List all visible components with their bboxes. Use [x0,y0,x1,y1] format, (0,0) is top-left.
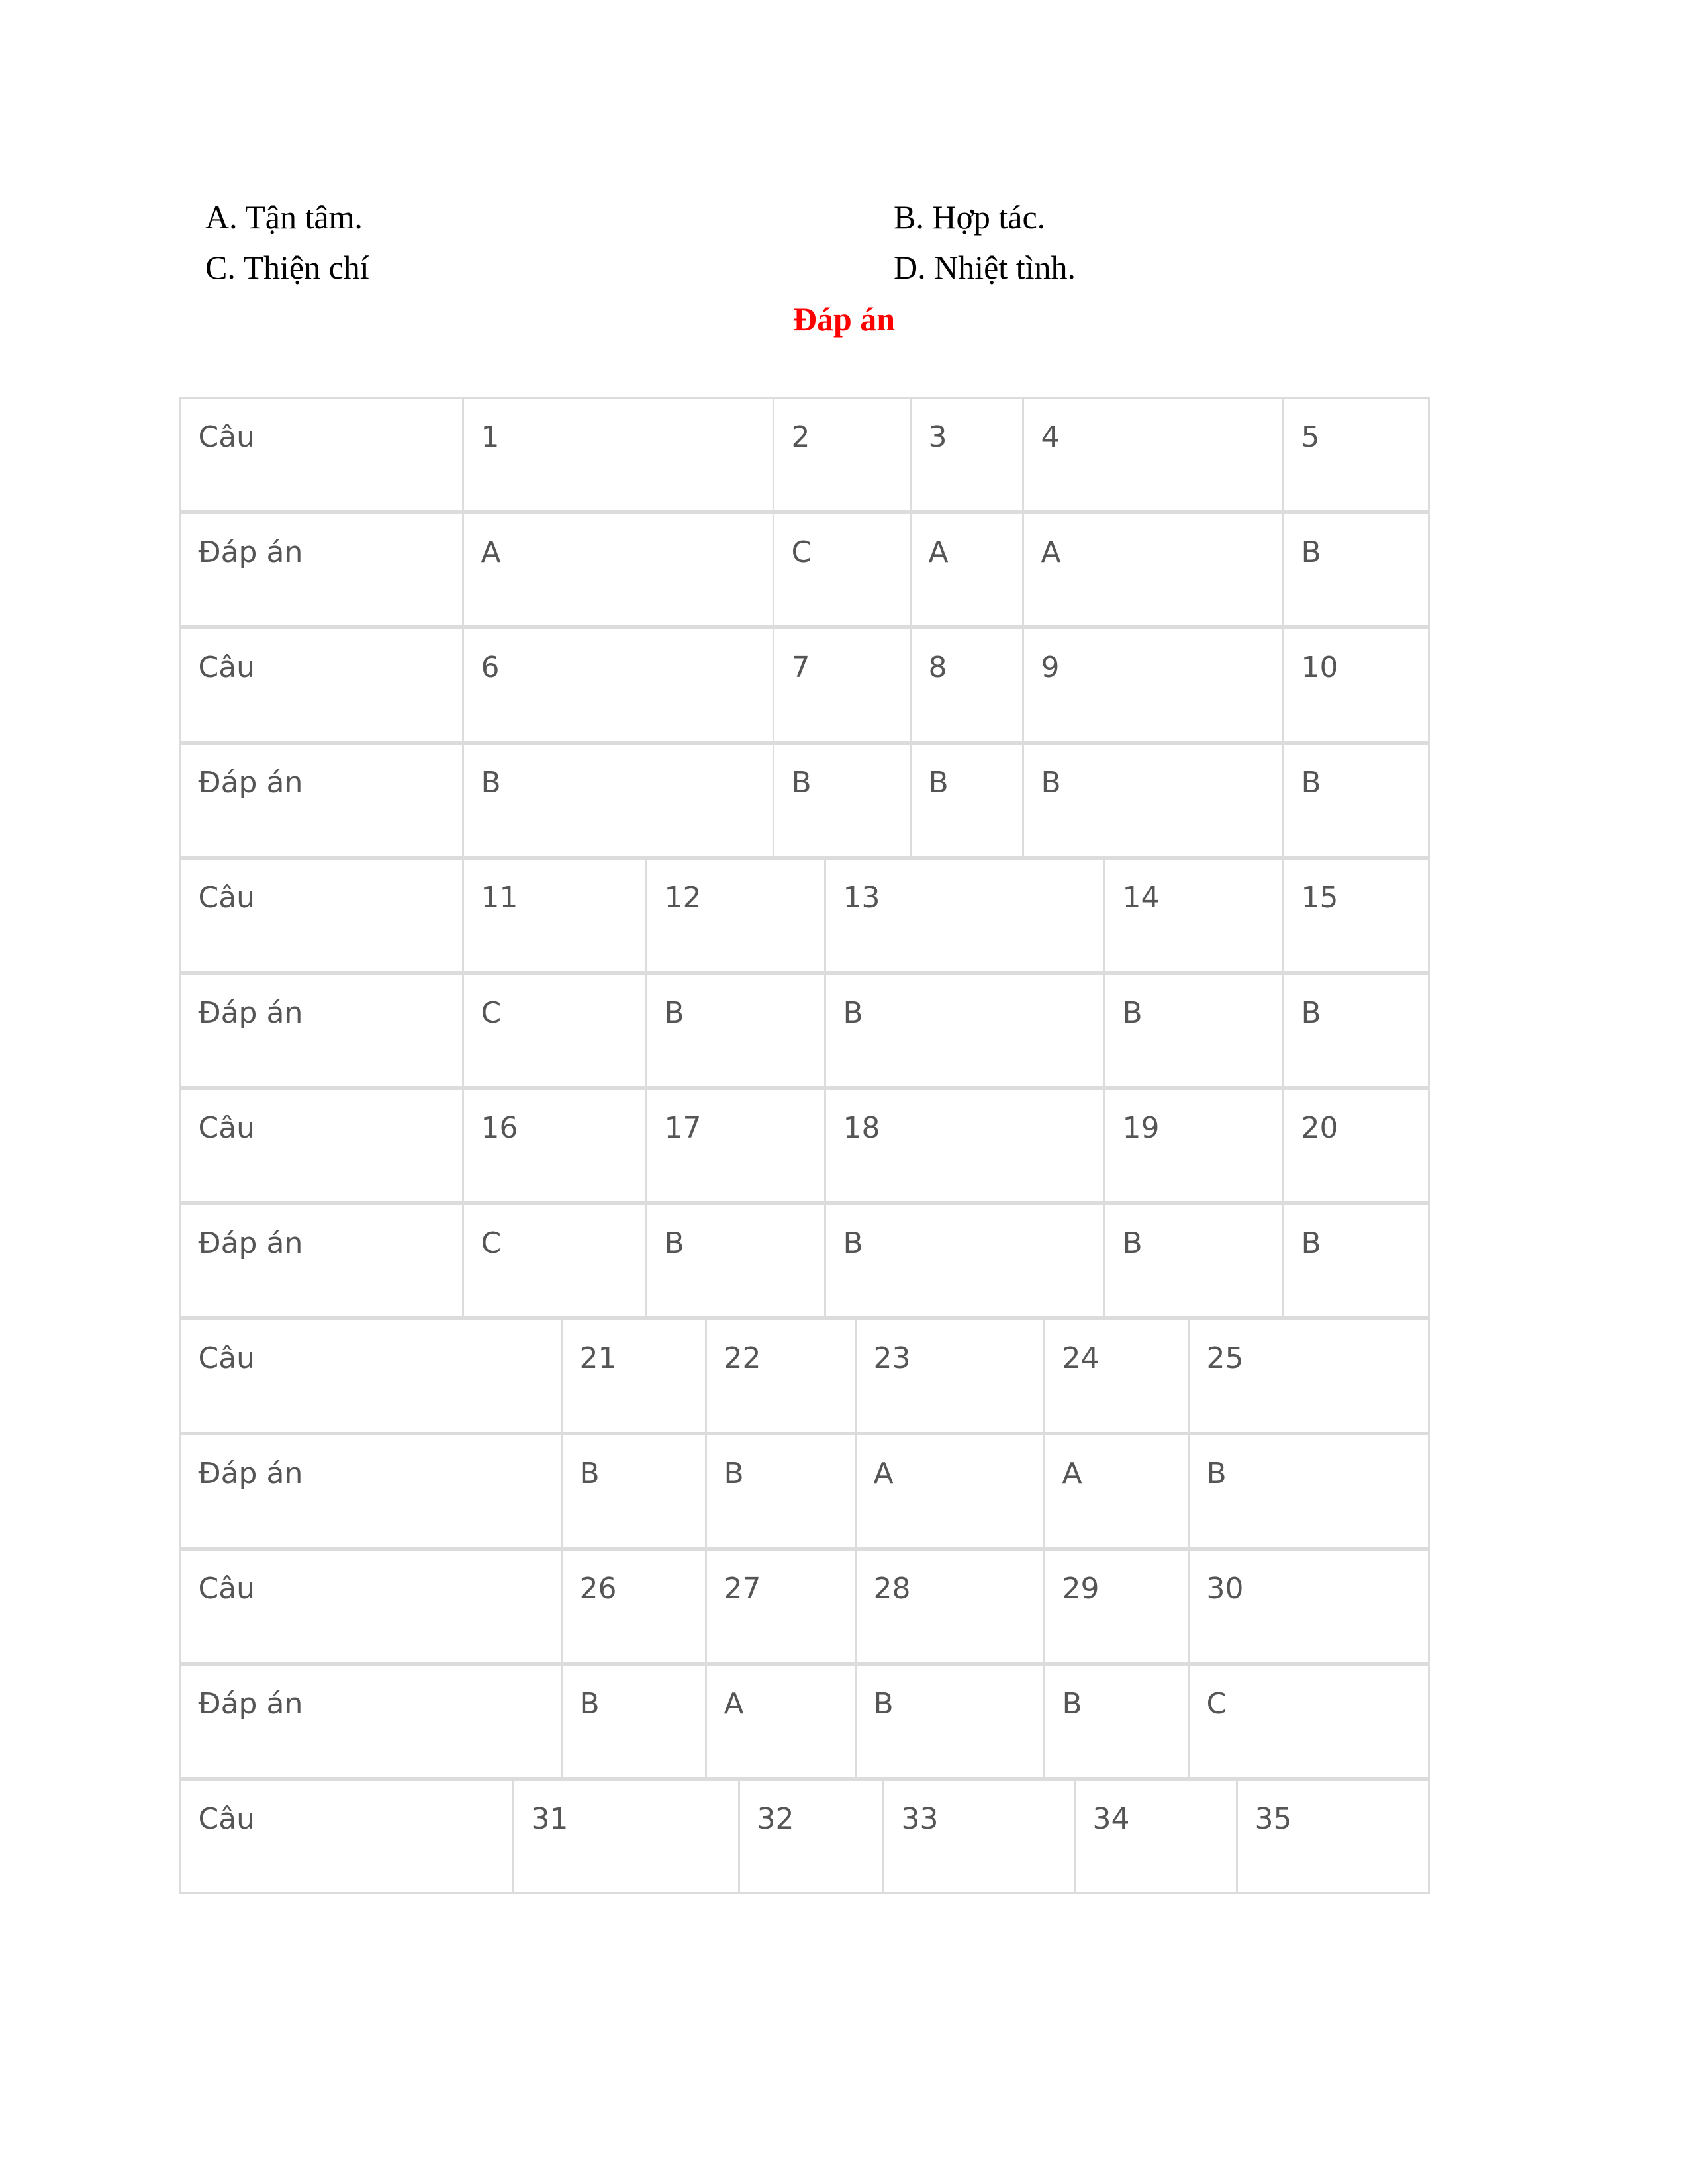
row-header-cell: Đáp án [179,1433,563,1549]
row-header-cell: Câu [179,1779,514,1894]
table-cell: 6 [462,627,774,743]
table-cell: 13 [824,858,1105,973]
table-cell: 16 [462,1088,647,1203]
table-cell: 4 [1022,397,1284,512]
table-cell: 26 [561,1549,707,1664]
option-b: B. Hợp tác. [894,199,1046,236]
row-header-cell: Đáp án [179,1203,464,1318]
row-header-cell: Câu [179,1549,563,1664]
table-cell: 17 [645,1088,826,1203]
table-cell: B [824,1203,1105,1318]
option-c: C. Thiện chí [205,249,369,286]
table-cell: B [773,743,912,858]
row-header-cell: Đáp án [179,512,464,627]
table-cell: B [824,973,1105,1088]
row-header-cell: Đáp án [179,743,464,858]
table-cell: 10 [1282,627,1430,743]
table-cell: 21 [561,1318,707,1433]
table-cell: B [1282,1203,1430,1318]
table-cell: B [1103,1203,1284,1318]
row-header-cell: Đáp án [179,973,464,1088]
answer-key-heading: Đáp án [792,300,896,338]
table-cell: 14 [1103,858,1284,973]
table-cell: B [1103,973,1284,1088]
table-cell: B [1043,1664,1190,1779]
table-cell: A [462,512,774,627]
table-cell: 18 [824,1088,1105,1203]
table-cell: 31 [512,1779,740,1894]
table-cell: 27 [705,1549,857,1664]
table-cell: B [855,1664,1045,1779]
table-cell: B [462,743,774,858]
table-cell: C [462,1203,647,1318]
table-cell: 1 [462,397,774,512]
table-cell: B [1282,512,1430,627]
row-header-cell: Câu [179,397,464,512]
table-cell: 22 [705,1318,857,1433]
table-cell: 32 [738,1779,884,1894]
row-header-cell: Câu [179,1318,563,1433]
table-cell: 9 [1022,627,1284,743]
table-cell: 33 [882,1779,1076,1894]
table-cell: A [910,512,1024,627]
table-cell: 11 [462,858,647,973]
row-header-cell: Đáp án [179,1664,563,1779]
row-header-cell: Câu [179,1088,464,1203]
table-cell: 8 [910,627,1024,743]
table-cell: 35 [1236,1779,1430,1894]
table-cell: A [1022,512,1284,627]
table-cell: C [462,973,647,1088]
table-cell: B [645,973,826,1088]
table-cell: B [1282,743,1430,858]
table-cell: B [561,1433,707,1549]
option-a: A. Tận tâm. [205,199,363,236]
table-cell: 28 [855,1549,1045,1664]
option-d: D. Nhiệt tình. [894,249,1076,286]
table-cell: 12 [645,858,826,973]
row-header-cell: Câu [179,627,464,743]
table-cell: C [773,512,912,627]
table-cell: B [910,743,1024,858]
table-cell: B [1282,973,1430,1088]
table-cell: B [705,1433,857,1549]
table-cell: A [705,1664,857,1779]
table-cell: 5 [1282,397,1430,512]
table-cell: B [645,1203,826,1318]
table-cell: A [855,1433,1045,1549]
table-cell: 29 [1043,1549,1190,1664]
table-cell: 25 [1188,1318,1430,1433]
table-cell: B [1022,743,1284,858]
table-cell: B [561,1664,707,1779]
table-cell: 20 [1282,1088,1430,1203]
table-cell: 7 [773,627,912,743]
table-cell: 3 [910,397,1024,512]
table-cell: 23 [855,1318,1045,1433]
table-cell: 24 [1043,1318,1190,1433]
table-cell: 15 [1282,858,1430,973]
table-cell: 2 [773,397,912,512]
row-header-cell: Câu [179,858,464,973]
table-cell: A [1043,1433,1190,1549]
table-cell: B [1188,1433,1430,1549]
table-cell: 19 [1103,1088,1284,1203]
table-cell: 34 [1074,1779,1238,1894]
table-cell: C [1188,1664,1430,1779]
table-cell: 30 [1188,1549,1430,1664]
